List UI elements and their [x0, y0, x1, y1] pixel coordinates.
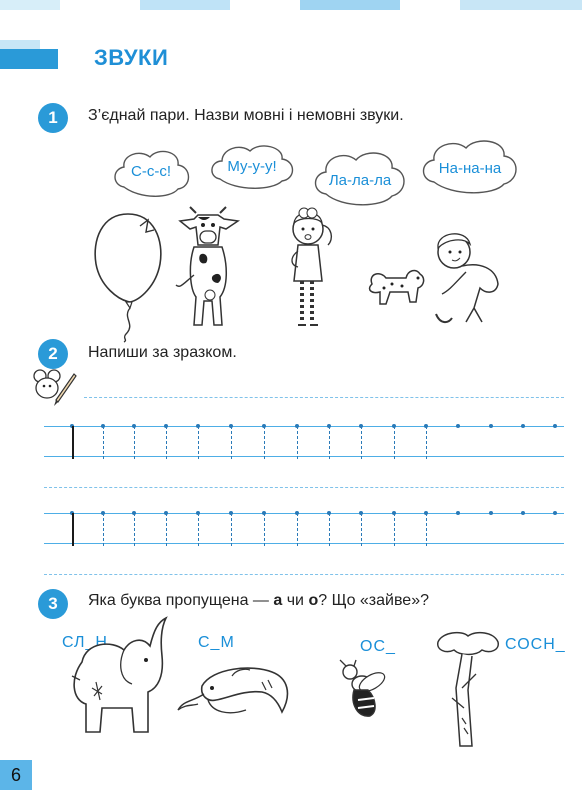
elephant-icon[interactable]: [62, 616, 178, 742]
stroke-sample: [394, 426, 395, 459]
letter-a: а: [273, 592, 283, 609]
page-number: 6: [0, 760, 32, 790]
stroke-start-dot: [489, 424, 493, 428]
stroke-sample: [426, 426, 427, 459]
stroke-sample: [134, 426, 135, 459]
stroke-sample: [297, 426, 298, 459]
stroke-sample: [361, 426, 362, 459]
bubble-text: С-с-с!: [131, 163, 171, 180]
dotted-guide-line: [84, 397, 564, 398]
task3-text-middle: чи: [282, 592, 309, 609]
task3-text: [88, 592, 429, 610]
stroke-sample: [264, 513, 265, 546]
stroke-sample: [198, 426, 199, 459]
stroke-sample: [231, 426, 232, 459]
stroke-start-dot: [489, 511, 493, 515]
guide-top-line: [44, 426, 564, 427]
task3-text-after: ? Що «зайве»?: [318, 592, 429, 609]
stroke-sample: [297, 513, 298, 546]
task3-text-before: Яка буква пропущена —: [88, 592, 274, 609]
word-slon[interactable]: СЛ_Н: [62, 634, 108, 651]
stroke-sample: [231, 513, 232, 546]
girl-icon[interactable]: [278, 205, 340, 333]
cow-icon[interactable]: [170, 205, 250, 330]
stroke-sample: [361, 513, 362, 546]
letter-o: о: [308, 592, 319, 609]
stroke-sample: [329, 426, 330, 459]
task1-number: 1: [38, 103, 68, 133]
word-som[interactable]: С_М: [198, 634, 235, 651]
top-decor-strip: [0, 0, 582, 10]
mouse-with-pencil-icon: [30, 368, 78, 408]
bubble-mu-u-u[interactable]: [208, 143, 296, 191]
guide-top-line: [44, 513, 564, 514]
task2-text: Напиши за зразком.: [88, 344, 237, 361]
stroke-sample: [426, 513, 427, 546]
bubble-la-la-la[interactable]: [312, 148, 408, 208]
stroke-sample: [72, 513, 74, 546]
stroke-sample: [166, 426, 167, 459]
bubble-text: Му-у-у!: [227, 158, 277, 175]
stroke-sample: [72, 426, 74, 459]
dotted-guide-line: [44, 487, 564, 488]
title-decor-bar: [0, 49, 58, 69]
boy-with-dog-icon[interactable]: [362, 228, 512, 333]
catfish-icon[interactable]: [172, 660, 298, 724]
stroke-sample: [166, 513, 167, 546]
dotted-guide-line: [44, 574, 564, 575]
task1-text: З’єднай пари. Назви мовні і немовні звуки.: [88, 107, 404, 124]
bubble-text: Ла-ла-ла: [328, 172, 392, 189]
stroke-start-dot: [521, 424, 525, 428]
stroke-start-dot: [456, 424, 460, 428]
pine-tree-icon[interactable]: [432, 628, 502, 748]
stroke-sample: [329, 513, 330, 546]
stroke-start-dot: [553, 424, 557, 428]
stroke-sample: [103, 513, 104, 546]
stroke-sample: [134, 513, 135, 546]
stroke-start-dot: [456, 511, 460, 515]
stroke-sample: [198, 513, 199, 546]
stroke-start-dot: [521, 511, 525, 515]
guide-base-line: [44, 543, 564, 544]
guide-base-line: [44, 456, 564, 457]
bubble-na-na-na[interactable]: [420, 138, 520, 196]
stroke-start-dot: [553, 511, 557, 515]
word-osa[interactable]: ОС_: [360, 638, 396, 655]
wasp-icon[interactable]: [332, 660, 388, 724]
bubble-text: На-на-на: [438, 160, 502, 177]
balloon-icon[interactable]: [88, 210, 168, 340]
word-sosna[interactable]: СОСН_: [505, 636, 566, 653]
task3-number: 3: [38, 589, 68, 619]
stroke-sample: [394, 513, 395, 546]
bubble-s-s-s[interactable]: [110, 147, 192, 199]
stroke-sample: [264, 426, 265, 459]
page-title: ЗВУКИ: [94, 45, 169, 70]
task2-number: 2: [38, 339, 68, 369]
title-decor-light: [0, 40, 40, 49]
stroke-sample: [103, 426, 104, 459]
